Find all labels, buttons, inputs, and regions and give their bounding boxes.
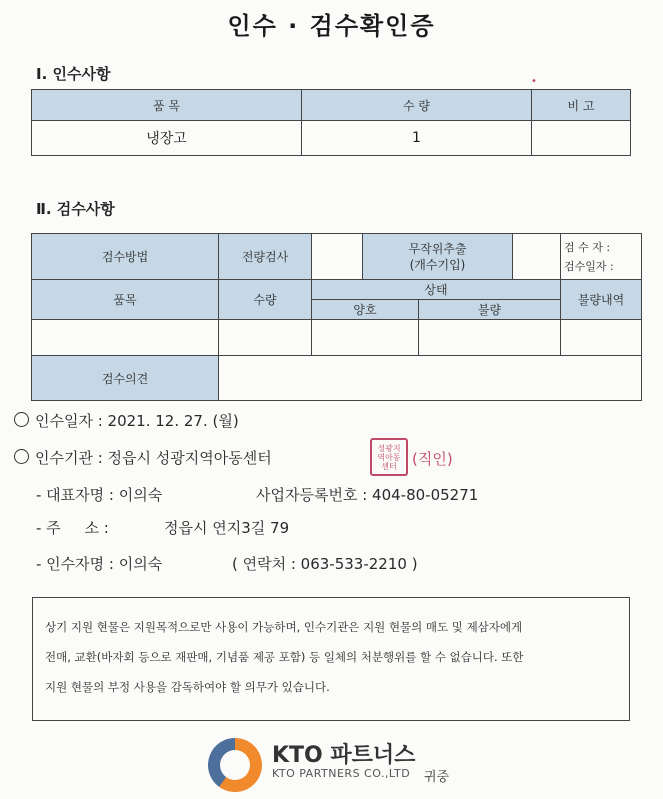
receiver-name: - 인수자명 : 이의숙: [36, 555, 163, 573]
good-input[interactable]: [312, 320, 419, 356]
company-subtitle: KTO PARTNERS CO.,LTD: [272, 767, 411, 780]
good-header: 양호: [312, 300, 419, 320]
receipt-date-line: [14, 410, 239, 431]
notice-line-3: 지원 현물의 부정 사용을 감독하여야 할 의무가 있습니다.: [45, 680, 330, 694]
document-title: 인수 · 검수확인증: [227, 12, 436, 40]
business-number: 사업자등록번호 : 404-80-05271: [256, 486, 479, 504]
addressee: 귀중: [424, 770, 450, 785]
ink-mark: •: [531, 76, 537, 87]
col-qty-header: 수 량: [302, 90, 532, 121]
col-note-header: 비 고: [532, 90, 631, 121]
official-seal: [370, 438, 408, 476]
inspector-label: 검 수 자 :: [564, 240, 611, 254]
receipt-table: [31, 89, 631, 156]
qty-input[interactable]: [219, 320, 312, 356]
item-cell: 냉장고: [32, 121, 302, 156]
logo-inner: [220, 750, 250, 780]
status-header: 상태: [312, 280, 561, 300]
circle-bullet-icon: [14, 412, 29, 427]
full-inspect-label: 전량검사: [219, 234, 312, 280]
section1-heading: Ⅰ. 인수사항: [36, 65, 111, 83]
address-label: - 주 소 :: [36, 519, 109, 537]
qty-cell: 1: [302, 121, 532, 156]
seal-text: 성광지역아동센터: [377, 443, 401, 471]
company-name: KTO 파트너스: [272, 743, 416, 768]
representative: - 대표자명 : 이의숙: [36, 486, 163, 504]
inspector-cell: [561, 234, 642, 280]
opinion-input[interactable]: [219, 356, 642, 401]
bad-input[interactable]: [419, 320, 561, 356]
defect-input[interactable]: [561, 320, 642, 356]
random-sample-count: (개수기입): [409, 257, 466, 272]
notice-line-2: 전매, 교환(바자회 등으로 재판매, 기념품 제공 포함) 등 일체의 처분행위를 할 수 없습니다. 또한: [45, 650, 524, 664]
inspection-table: [31, 233, 642, 401]
receiving-org-line: [14, 447, 272, 468]
qty-header: 수량: [219, 280, 312, 320]
notice-line-1: 상기 지원 현물은 지원목적으로만 사용이 가능하며, 인수기관은 지원 현물의 매도 및 제삼자에게: [45, 620, 523, 634]
stamp-label: (직인): [412, 450, 453, 468]
random-sample-label: [363, 234, 513, 280]
notice-box: [32, 597, 630, 721]
defect-header: 불량내역: [561, 280, 642, 320]
item-header: 품목: [32, 280, 219, 320]
item-input[interactable]: [32, 320, 219, 356]
random-sample-text: 무작위추출: [408, 241, 467, 256]
opinion-label: 검수의견: [32, 356, 219, 401]
random-sample-box[interactable]: [513, 234, 561, 280]
section2-heading: Ⅱ. 검수사항: [36, 200, 115, 218]
col-item-header: 품 목: [32, 90, 302, 121]
receiving-org: 인수기관 : 정읍시 성광지역아동센터: [35, 449, 272, 467]
receipt-date: 인수일자 : 2021. 12. 27. (월): [35, 412, 239, 430]
note-cell: [532, 121, 631, 156]
address-value: 정읍시 연지3길 79: [164, 519, 290, 537]
circle-bullet-icon: [14, 449, 29, 464]
method-label: 검수방법: [32, 234, 219, 280]
contact-number: ( 연락처 : 063-533-2210 ): [232, 555, 418, 573]
inspect-date-label: 검수일자 :: [564, 259, 614, 273]
full-inspect-box[interactable]: [312, 234, 363, 280]
bad-header: 불량: [419, 300, 561, 320]
